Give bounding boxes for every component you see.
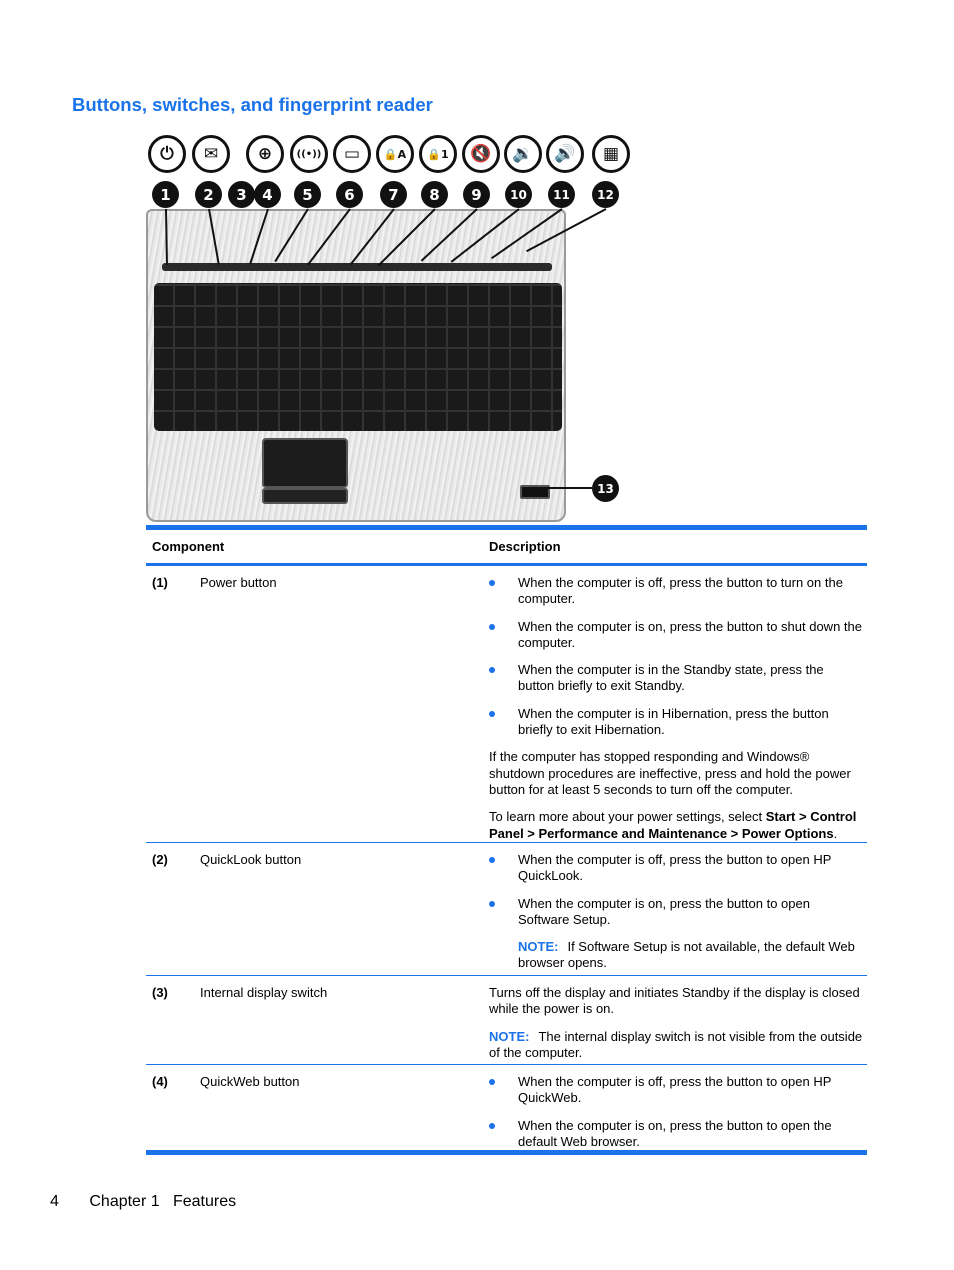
callout-2: 2 bbox=[195, 181, 222, 208]
bullet-icon bbox=[489, 667, 495, 673]
volume-up-icon: 🔊 bbox=[546, 135, 584, 173]
list-item: When the computer is off, press the button to open HP QuickWeb. bbox=[489, 1074, 863, 1107]
callout-13: 13 bbox=[592, 475, 619, 502]
keyboard bbox=[154, 283, 562, 431]
list-item: When the computer is in the Standby state, press the button briefly to exit Standby. bbox=[489, 662, 863, 695]
laptop-figure bbox=[140, 132, 640, 524]
callout-7: 7 bbox=[380, 181, 407, 208]
list-item: When the computer is on, press the button to shut down the computer. bbox=[489, 619, 863, 652]
list-item: When the computer is in Hibernation, press the button briefly to exit Hibernation. bbox=[489, 706, 863, 739]
note: NOTE: If Software Setup is not available, the default Web browser opens. bbox=[518, 939, 855, 971]
caps-lock-icon: 🔒A bbox=[376, 135, 414, 173]
callout-11: 11 bbox=[548, 181, 575, 208]
calculator-icon: ▦ bbox=[592, 135, 630, 173]
components-table bbox=[146, 525, 867, 1155]
note-label: NOTE: bbox=[489, 1028, 530, 1044]
table-row bbox=[146, 843, 867, 975]
callout-8: 8 bbox=[421, 181, 448, 208]
note: NOTE: The internal display switch is not visible from the outside of the computer. bbox=[489, 1028, 863, 1060]
volume-down-icon: 🔉 bbox=[504, 135, 542, 173]
row-number: (1) bbox=[152, 575, 168, 590]
header-description: Description bbox=[489, 539, 561, 554]
bullet-icon bbox=[489, 624, 495, 630]
bullet-icon bbox=[489, 580, 495, 586]
description-paragraph: To learn more about your power settings, select Start > Control Panel > Performance and Maintenance > Power Options. bbox=[489, 809, 857, 841]
header-component: Component bbox=[152, 539, 225, 554]
row-number: (3) bbox=[152, 985, 168, 1000]
display-icon: ▭ bbox=[333, 135, 371, 173]
callout-13-line bbox=[544, 487, 592, 489]
wireless-icon: ((•)) bbox=[290, 135, 328, 173]
bullet-icon bbox=[489, 711, 495, 717]
callout-4: 4 bbox=[254, 181, 281, 208]
list-item: When the computer is off, press the button to turn on the computer. bbox=[489, 575, 863, 608]
web-icon: ⊕ bbox=[246, 135, 284, 173]
quicklook-icon: ✉ bbox=[192, 135, 230, 173]
page-footer bbox=[50, 1193, 236, 1211]
touchpad bbox=[262, 438, 348, 488]
row-number: (2) bbox=[152, 852, 168, 867]
table-row bbox=[146, 566, 867, 842]
num-lock-icon: 🔒1 bbox=[419, 135, 457, 173]
callout-6: 6 bbox=[336, 181, 363, 208]
callout-10: 10 bbox=[505, 181, 532, 208]
mute-icon: 🔇 bbox=[462, 135, 500, 173]
section-heading: Buttons, switches, and fingerprint reader bbox=[72, 94, 433, 115]
page-number: 4 bbox=[50, 1193, 59, 1210]
menu-path: Start > Control Panel > Performance and Maintenance > Power Options bbox=[489, 809, 857, 841]
button-strip bbox=[162, 263, 552, 271]
description-paragraph: If the computer has stopped responding and Windows® shutdown procedures are ineffective, press and hold the power button for at least 5 seconds to turn off the computer. bbox=[489, 749, 851, 797]
table-header bbox=[146, 530, 867, 563]
bullet-icon bbox=[489, 1079, 495, 1085]
note-label: NOTE: bbox=[518, 939, 559, 955]
callout-1: 1 bbox=[152, 181, 179, 208]
callout-3: 3 bbox=[228, 181, 255, 208]
touchpad-buttons bbox=[262, 488, 348, 504]
table-row bbox=[146, 1065, 867, 1150]
component-name: QuickLook button bbox=[200, 852, 302, 867]
power-icon: ⏻ bbox=[148, 135, 186, 173]
table-row bbox=[146, 976, 867, 1064]
bullet-icon bbox=[489, 1123, 495, 1129]
bullet-icon bbox=[489, 901, 495, 907]
callout-12: 12 bbox=[592, 181, 619, 208]
callout-5: 5 bbox=[294, 181, 321, 208]
callout-9: 9 bbox=[463, 181, 490, 208]
bullet-icon bbox=[489, 857, 495, 863]
component-name: QuickWeb button bbox=[200, 1074, 300, 1089]
row-number: (4) bbox=[152, 1074, 168, 1089]
component-name: Internal display switch bbox=[200, 985, 328, 1000]
list-item: When the computer is on, press the button to open Software Setup. bbox=[489, 896, 863, 929]
chapter-title: Chapter 1 Features bbox=[89, 1193, 237, 1210]
description-paragraph: Turns off the display and initiates Standby if the display is closed while the power is on. bbox=[489, 985, 860, 1017]
list-item: When the computer is off, press the button to open HP QuickLook. bbox=[489, 852, 863, 885]
list-item: When the computer is on, press the button to open the default Web browser. bbox=[489, 1118, 863, 1151]
component-name: Power button bbox=[200, 575, 277, 590]
